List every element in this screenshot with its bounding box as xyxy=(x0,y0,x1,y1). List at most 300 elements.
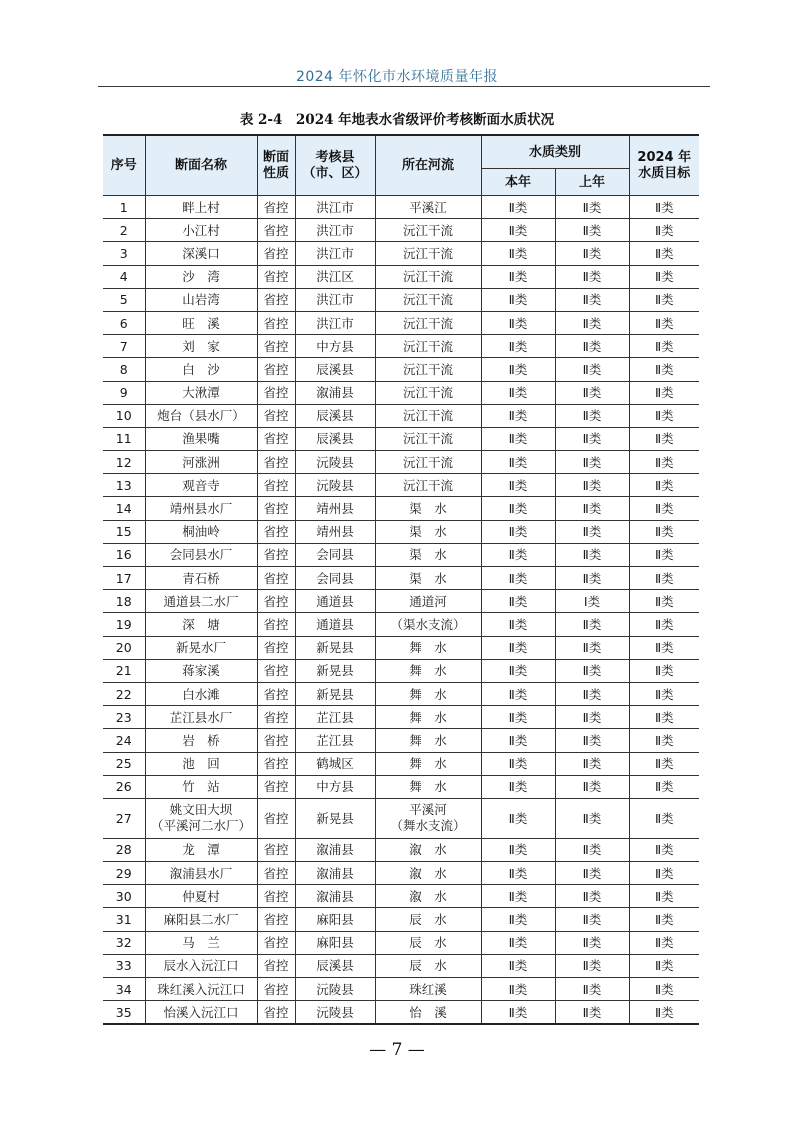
cell-type: 省控 xyxy=(257,862,295,885)
cell-county: 沅陵县 xyxy=(295,451,375,474)
cell-county: 溆浦县 xyxy=(295,885,375,908)
cell-class-last-year: Ⅱ类 xyxy=(555,931,629,954)
cell-index: 11 xyxy=(103,427,145,450)
page-number: — 7 — xyxy=(369,1040,425,1060)
table-row xyxy=(103,335,699,358)
cell-index: 25 xyxy=(103,752,145,775)
cell-river: 沅江干流 xyxy=(375,335,481,358)
cell-index: 20 xyxy=(103,636,145,659)
cell-class-this-year: Ⅱ类 xyxy=(481,451,555,474)
cell-index: 18 xyxy=(103,590,145,613)
cell-county: 洪江市 xyxy=(295,196,375,219)
col-target-header-l1: 2024 年 xyxy=(637,149,692,165)
cell-river: 舞 水 xyxy=(375,636,481,659)
cell-index: 26 xyxy=(103,775,145,798)
cell-class-last-year: Ⅱ类 xyxy=(555,219,629,242)
cell-index: 13 xyxy=(103,474,145,497)
cell-county: 洪江市 xyxy=(295,242,375,265)
cell-type: 省控 xyxy=(257,242,295,265)
cell-section-name: 溆浦县水厂 xyxy=(145,862,257,885)
cell-class-this-year: Ⅱ类 xyxy=(481,931,555,954)
cell-target: Ⅱ类 xyxy=(629,682,699,705)
cell-type: 省控 xyxy=(257,885,295,908)
table-body xyxy=(103,196,699,1025)
cell-class-this-year: Ⅱ类 xyxy=(481,381,555,404)
cell-type: 省控 xyxy=(257,520,295,543)
table-row xyxy=(103,775,699,798)
col-target-header-l2: 水质目标 xyxy=(638,165,691,181)
cell-river: 舞 水 xyxy=(375,659,481,682)
cell-river: 舞 水 xyxy=(375,706,481,729)
cell-target: Ⅱ类 xyxy=(629,862,699,885)
cell-type: 省控 xyxy=(257,543,295,566)
cell-class-this-year: Ⅱ类 xyxy=(481,358,555,381)
cell-river: 舞 水 xyxy=(375,775,481,798)
cell-class-last-year: Ⅱ类 xyxy=(555,752,629,775)
cell-river: 珠红溪 xyxy=(375,978,481,1001)
cell-river: 渠 水 xyxy=(375,567,481,590)
cell-target: Ⅱ类 xyxy=(629,729,699,752)
cell-river: 怡 溪 xyxy=(375,1001,481,1025)
cell-county: 麻阳县 xyxy=(295,931,375,954)
col-type-header-l1: 断面 xyxy=(262,149,289,165)
cell-index: 9 xyxy=(103,381,145,404)
cell-class-last-year: Ⅱ类 xyxy=(555,682,629,705)
cell-index: 31 xyxy=(103,908,145,931)
cell-county: 新晃县 xyxy=(295,659,375,682)
cell-section-name-line1: 姚文田大坝 xyxy=(169,802,233,818)
cell-river: 平溪江 xyxy=(375,196,481,219)
cell-county: 会同县 xyxy=(295,543,375,566)
cell-river: 辰 水 xyxy=(375,954,481,977)
cell-index: 14 xyxy=(103,497,145,520)
cell-class-this-year: Ⅱ类 xyxy=(481,908,555,931)
cell-class-last-year: Ⅱ类 xyxy=(555,613,629,636)
table-row xyxy=(103,242,699,265)
cell-river: 溆 水 xyxy=(375,838,481,861)
cell-class-this-year: Ⅱ类 xyxy=(481,838,555,861)
cell-class-last-year: Ⅱ类 xyxy=(555,729,629,752)
cell-target: Ⅱ类 xyxy=(629,520,699,543)
cell-target: Ⅱ类 xyxy=(629,265,699,288)
cell-class-last-year: Ⅱ类 xyxy=(555,288,629,311)
cell-index: 12 xyxy=(103,451,145,474)
cell-type: 省控 xyxy=(257,1001,295,1025)
cell-section-name: 白 沙 xyxy=(145,358,257,381)
cell-type: 省控 xyxy=(257,752,295,775)
cell-river: 沅江干流 xyxy=(375,427,481,450)
cell-type: 省控 xyxy=(257,311,295,334)
cell-county: 辰溪县 xyxy=(295,954,375,977)
cell-section-name: 大湫潭 xyxy=(145,381,257,404)
table-row xyxy=(103,497,699,520)
table-row xyxy=(103,954,699,977)
table-title: 表 2-4 2024 年地表水省级评价考核断面水质状况 xyxy=(239,112,555,128)
cell-type: 省控 xyxy=(257,427,295,450)
cell-county: 芷江县 xyxy=(295,706,375,729)
cell-river: 沅江干流 xyxy=(375,311,481,334)
cell-section-name: 珠红溪入沅江口 xyxy=(145,978,257,1001)
cell-type: 省控 xyxy=(257,954,295,977)
cell-target: Ⅱ类 xyxy=(629,885,699,908)
cell-target: Ⅱ类 xyxy=(629,427,699,450)
col-last-year-header: 上年 xyxy=(555,169,629,196)
cell-index: 35 xyxy=(103,1001,145,1025)
table-row xyxy=(103,838,699,861)
cell-county: 沅陵县 xyxy=(295,1001,375,1025)
cell-section-name: 龙 潭 xyxy=(145,838,257,861)
cell-type: 省控 xyxy=(257,358,295,381)
cell-section-name: 山岩湾 xyxy=(145,288,257,311)
cell-type: 省控 xyxy=(257,265,295,288)
cell-class-this-year: Ⅱ类 xyxy=(481,706,555,729)
cell-index: 24 xyxy=(103,729,145,752)
cell-index: 32 xyxy=(103,931,145,954)
cell-target: Ⅱ类 xyxy=(629,752,699,775)
cell-river: 辰 水 xyxy=(375,931,481,954)
cell-class-this-year: Ⅱ类 xyxy=(481,954,555,977)
cell-class-this-year: Ⅱ类 xyxy=(481,862,555,885)
cell-section-name: 白水滩 xyxy=(145,682,257,705)
cell-section-name: 靖州县水厂 xyxy=(145,497,257,520)
cell-index: 5 xyxy=(103,288,145,311)
cell-county: 新晃县 xyxy=(295,798,375,838)
cell-section-name: 深 塘 xyxy=(145,613,257,636)
cell-index: 1 xyxy=(103,196,145,219)
cell-class-this-year: Ⅱ类 xyxy=(481,404,555,427)
col-river-header: 所在河流 xyxy=(375,135,481,196)
cell-type: 省控 xyxy=(257,404,295,427)
cell-target: Ⅱ类 xyxy=(629,474,699,497)
cell-target: Ⅱ类 xyxy=(629,288,699,311)
table-row xyxy=(103,567,699,590)
cell-section-name-line2: （平溪河二水厂） xyxy=(150,818,251,834)
cell-river: 溆 水 xyxy=(375,885,481,908)
cell-type: 省控 xyxy=(257,931,295,954)
cell-index: 29 xyxy=(103,862,145,885)
cell-index: 34 xyxy=(103,978,145,1001)
cell-county: 中方县 xyxy=(295,775,375,798)
table-row xyxy=(103,196,699,219)
cell-river: 辰 水 xyxy=(375,908,481,931)
cell-type: 省控 xyxy=(257,451,295,474)
cell-target: Ⅱ类 xyxy=(629,706,699,729)
cell-index: 27 xyxy=(103,798,145,838)
cell-class-last-year: Ⅱ类 xyxy=(555,404,629,427)
cell-section-name: 炮台（县水厂） xyxy=(145,404,257,427)
cell-class-last-year: Ⅱ类 xyxy=(555,520,629,543)
cell-county: 靖州县 xyxy=(295,497,375,520)
cell-river: 舞 水 xyxy=(375,752,481,775)
table-row xyxy=(103,543,699,566)
cell-class-this-year: Ⅱ类 xyxy=(481,265,555,288)
table-row xyxy=(103,311,699,334)
cell-target: Ⅱ类 xyxy=(629,567,699,590)
cell-county: 洪江市 xyxy=(295,288,375,311)
cell-section-name xyxy=(145,798,257,838)
cell-county: 中方县 xyxy=(295,335,375,358)
cell-class-this-year: Ⅱ类 xyxy=(481,729,555,752)
table-row xyxy=(103,427,699,450)
cell-class-last-year: Ⅱ类 xyxy=(555,427,629,450)
cell-county: 鹤城区 xyxy=(295,752,375,775)
cell-type: 省控 xyxy=(257,838,295,861)
cell-county: 溆浦县 xyxy=(295,862,375,885)
cell-section-name: 竹 站 xyxy=(145,775,257,798)
cell-class-this-year: Ⅱ类 xyxy=(481,474,555,497)
cell-county: 新晃县 xyxy=(295,636,375,659)
cell-type: 省控 xyxy=(257,381,295,404)
cell-type: 省控 xyxy=(257,908,295,931)
cell-county: 沅陵县 xyxy=(295,978,375,1001)
cell-county: 洪江市 xyxy=(295,311,375,334)
cell-river: 溆 水 xyxy=(375,862,481,885)
cell-type: 省控 xyxy=(257,288,295,311)
cell-section-name: 深溪口 xyxy=(145,242,257,265)
cell-county: 沅陵县 xyxy=(295,474,375,497)
cell-type: 省控 xyxy=(257,567,295,590)
cell-target: Ⅱ类 xyxy=(629,1001,699,1025)
water-quality-table xyxy=(103,134,699,1025)
cell-type: 省控 xyxy=(257,219,295,242)
cell-section-name: 蒋家溪 xyxy=(145,659,257,682)
cell-county: 辰溪县 xyxy=(295,427,375,450)
table-row xyxy=(103,636,699,659)
cell-county: 溆浦县 xyxy=(295,838,375,861)
cell-class-last-year: Ⅱ类 xyxy=(555,838,629,861)
cell-section-name: 麻阳县二水厂 xyxy=(145,908,257,931)
cell-target: Ⅱ类 xyxy=(629,311,699,334)
col-class-group-header: 水质类别 xyxy=(481,135,629,169)
cell-county: 会同县 xyxy=(295,567,375,590)
cell-target: Ⅱ类 xyxy=(629,978,699,1001)
table-row xyxy=(103,862,699,885)
cell-target: Ⅱ类 xyxy=(629,775,699,798)
table-row xyxy=(103,752,699,775)
table-row xyxy=(103,590,699,613)
cell-type: 省控 xyxy=(257,682,295,705)
cell-class-this-year: Ⅱ类 xyxy=(481,659,555,682)
cell-target: Ⅱ类 xyxy=(629,954,699,977)
table-row xyxy=(103,520,699,543)
cell-class-this-year: Ⅱ类 xyxy=(481,752,555,775)
table-row xyxy=(103,288,699,311)
cell-county: 新晃县 xyxy=(295,682,375,705)
cell-river: 沅江干流 xyxy=(375,474,481,497)
cell-class-last-year: Ⅱ类 xyxy=(555,798,629,838)
table-row xyxy=(103,358,699,381)
cell-river xyxy=(375,798,481,838)
cell-river: 渠 水 xyxy=(375,497,481,520)
table-header xyxy=(103,135,699,196)
table-row xyxy=(103,613,699,636)
cell-river: 舞 水 xyxy=(375,682,481,705)
cell-river: 舞 水 xyxy=(375,729,481,752)
cell-county: 洪江区 xyxy=(295,265,375,288)
col-type-header xyxy=(257,135,295,196)
cell-class-this-year: Ⅱ类 xyxy=(481,590,555,613)
cell-target: Ⅱ类 xyxy=(629,497,699,520)
cell-index: 16 xyxy=(103,543,145,566)
cell-class-this-year: Ⅱ类 xyxy=(481,427,555,450)
cell-river: 沅江干流 xyxy=(375,451,481,474)
cell-section-name: 沙 湾 xyxy=(145,265,257,288)
cell-section-name: 通道县二水厂 xyxy=(145,590,257,613)
running-header: 2024 年怀化市水环境质量年报 xyxy=(295,69,499,85)
cell-river: 沅江干流 xyxy=(375,219,481,242)
cell-target: Ⅱ类 xyxy=(629,335,699,358)
col-name-header: 断面名称 xyxy=(145,135,257,196)
cell-index: 23 xyxy=(103,706,145,729)
col-this-year-header: 本年 xyxy=(481,169,555,196)
cell-river-line1: 平溪河 xyxy=(409,802,447,818)
table-row xyxy=(103,404,699,427)
table-row xyxy=(103,885,699,908)
cell-index: 7 xyxy=(103,335,145,358)
cell-class-last-year: Ⅱ类 xyxy=(555,311,629,334)
col-index-header: 序号 xyxy=(103,135,145,196)
cell-county: 靖州县 xyxy=(295,520,375,543)
cell-section-name: 新晃水厂 xyxy=(145,636,257,659)
cell-target: Ⅱ类 xyxy=(629,636,699,659)
cell-section-name: 辰水入沅江口 xyxy=(145,954,257,977)
cell-class-this-year: Ⅱ类 xyxy=(481,885,555,908)
cell-section-name: 仲夏村 xyxy=(145,885,257,908)
cell-type: 省控 xyxy=(257,335,295,358)
cell-section-name: 桐油岭 xyxy=(145,520,257,543)
cell-county: 通道县 xyxy=(295,613,375,636)
cell-type: 省控 xyxy=(257,706,295,729)
cell-county: 辰溪县 xyxy=(295,404,375,427)
cell-county: 洪江市 xyxy=(295,219,375,242)
cell-class-this-year: Ⅱ类 xyxy=(481,682,555,705)
cell-target: Ⅱ类 xyxy=(629,543,699,566)
cell-section-name: 岩 桥 xyxy=(145,729,257,752)
cell-class-this-year: Ⅱ类 xyxy=(481,775,555,798)
cell-section-name: 芷江县水厂 xyxy=(145,706,257,729)
cell-type: 省控 xyxy=(257,196,295,219)
cell-section-name: 刘 家 xyxy=(145,335,257,358)
table-row xyxy=(103,682,699,705)
cell-river-line2: （舞水支流） xyxy=(390,818,466,834)
col-county-header-l1: 考核县 xyxy=(315,149,355,165)
cell-river: 渠 水 xyxy=(375,520,481,543)
cell-index: 3 xyxy=(103,242,145,265)
cell-river: 渠 水 xyxy=(375,543,481,566)
col-county-header xyxy=(295,135,375,196)
cell-class-last-year: Ⅱ类 xyxy=(555,706,629,729)
cell-river: 沅江干流 xyxy=(375,358,481,381)
cell-class-this-year: Ⅱ类 xyxy=(481,543,555,566)
cell-index: 8 xyxy=(103,358,145,381)
cell-target: Ⅱ类 xyxy=(629,219,699,242)
cell-class-last-year: Ⅱ类 xyxy=(555,1001,629,1025)
cell-type: 省控 xyxy=(257,613,295,636)
cell-target: Ⅱ类 xyxy=(629,590,699,613)
cell-river: 通道河 xyxy=(375,590,481,613)
cell-river: 沅江干流 xyxy=(375,242,481,265)
table-row xyxy=(103,908,699,931)
cell-section-name: 小江村 xyxy=(145,219,257,242)
cell-target: Ⅱ类 xyxy=(629,908,699,931)
cell-type: 省控 xyxy=(257,729,295,752)
cell-class-last-year: Ⅱ类 xyxy=(555,474,629,497)
cell-index: 33 xyxy=(103,954,145,977)
cell-section-name: 河涨洲 xyxy=(145,451,257,474)
cell-class-last-year: Ⅱ类 xyxy=(555,497,629,520)
cell-class-last-year: Ⅱ类 xyxy=(555,636,629,659)
cell-section-name: 青石桥 xyxy=(145,567,257,590)
cell-target: Ⅱ类 xyxy=(629,798,699,838)
table-row xyxy=(103,265,699,288)
cell-class-last-year: Ⅱ类 xyxy=(555,265,629,288)
cell-index: 21 xyxy=(103,659,145,682)
cell-class-last-year: Ⅱ类 xyxy=(555,862,629,885)
cell-county: 辰溪县 xyxy=(295,358,375,381)
cell-class-last-year: Ⅱ类 xyxy=(555,954,629,977)
cell-class-this-year: Ⅱ类 xyxy=(481,520,555,543)
header-divider xyxy=(98,86,710,87)
cell-target: Ⅱ类 xyxy=(629,404,699,427)
cell-class-this-year: Ⅱ类 xyxy=(481,196,555,219)
cell-type: 省控 xyxy=(257,978,295,1001)
cell-type: 省控 xyxy=(257,659,295,682)
cell-index: 28 xyxy=(103,838,145,861)
cell-index: 2 xyxy=(103,219,145,242)
cell-class-this-year: Ⅱ类 xyxy=(481,242,555,265)
table-row xyxy=(103,219,699,242)
cell-type: 省控 xyxy=(257,775,295,798)
cell-river: 沅江干流 xyxy=(375,265,481,288)
cell-class-last-year: Ⅱ类 xyxy=(555,659,629,682)
cell-index: 17 xyxy=(103,567,145,590)
cell-county: 溆浦县 xyxy=(295,381,375,404)
table-row xyxy=(103,798,699,838)
cell-type: 省控 xyxy=(257,636,295,659)
cell-target: Ⅱ类 xyxy=(629,931,699,954)
cell-river: 沅江干流 xyxy=(375,404,481,427)
cell-index: 4 xyxy=(103,265,145,288)
cell-class-this-year: Ⅱ类 xyxy=(481,978,555,1001)
cell-class-last-year: Ⅱ类 xyxy=(555,335,629,358)
col-type-header-l2: 性质 xyxy=(262,165,289,181)
cell-section-name: 旺 溪 xyxy=(145,311,257,334)
cell-class-this-year: Ⅱ类 xyxy=(481,613,555,636)
cell-index: 19 xyxy=(103,613,145,636)
cell-type: 省控 xyxy=(257,497,295,520)
cell-type: 省控 xyxy=(257,798,295,838)
table-row xyxy=(103,978,699,1001)
cell-index: 15 xyxy=(103,520,145,543)
cell-section-name: 怡溪入沅江口 xyxy=(145,1001,257,1025)
cell-class-last-year: Ⅱ类 xyxy=(555,358,629,381)
cell-class-last-year: Ⅱ类 xyxy=(555,885,629,908)
cell-type: 省控 xyxy=(257,590,295,613)
cell-section-name: 马 兰 xyxy=(145,931,257,954)
cell-class-last-year: Ⅱ类 xyxy=(555,908,629,931)
cell-section-name: 观音寺 xyxy=(145,474,257,497)
cell-class-last-year: Ⅱ类 xyxy=(555,451,629,474)
cell-target: Ⅱ类 xyxy=(629,613,699,636)
cell-river: 沅江干流 xyxy=(375,381,481,404)
cell-class-this-year: Ⅱ类 xyxy=(481,219,555,242)
cell-index: 22 xyxy=(103,682,145,705)
cell-class-this-year: Ⅱ类 xyxy=(481,798,555,838)
table-row xyxy=(103,1001,699,1025)
table-row xyxy=(103,474,699,497)
cell-river: 沅江干流 xyxy=(375,288,481,311)
cell-class-last-year: Ⅱ类 xyxy=(555,567,629,590)
